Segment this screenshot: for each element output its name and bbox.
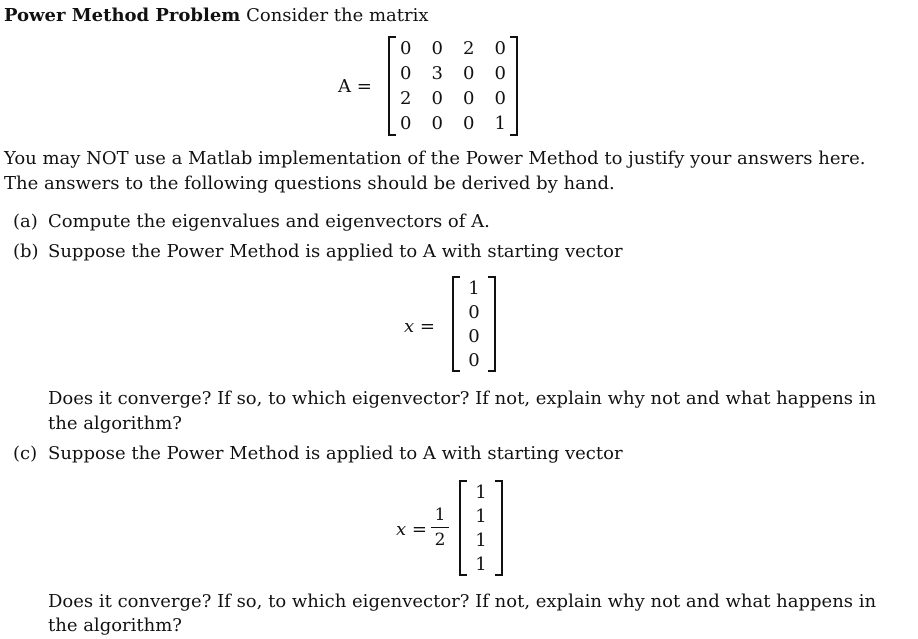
- part-a-label: (a): [13, 211, 38, 232]
- matrix-cell: 0: [400, 113, 412, 134]
- matrix-cell: 0: [431, 113, 443, 134]
- matrix-cell: 0: [431, 88, 443, 109]
- vector-cell: 1: [475, 553, 487, 575]
- vector-c-fraction: [431, 506, 449, 549]
- matrix-a-lhs: A =: [338, 76, 372, 97]
- part-c-text: Suppose the Power Method is applied to A with starting vector: [48, 443, 623, 464]
- vector-cell: 0: [468, 325, 480, 347]
- matrix-cell: 2: [463, 38, 475, 59]
- matrix-a-row: [390, 111, 516, 136]
- fraction-bar: [431, 527, 449, 528]
- vector-b: [452, 276, 496, 372]
- matrix-cell: 1: [494, 113, 506, 134]
- vector-c-block: [0, 478, 918, 578]
- intro-line: [4, 4, 429, 28]
- intro-text: Consider the matrix: [246, 5, 429, 26]
- instruction-line-2: The answers to the following questions should be derived by hand.: [4, 173, 615, 194]
- part-c-label: (c): [13, 443, 38, 464]
- matrix-cell: 3: [431, 63, 443, 84]
- part-b-text: Suppose the Power Method is applied to A with starting vector: [48, 241, 623, 262]
- fraction-denominator: 2: [434, 530, 446, 550]
- part-c-question-1: Does it converge? If so, to which eigenvector? If not, explain why not and what happens in: [48, 591, 877, 612]
- matrix-cell: 0: [463, 63, 475, 84]
- matrix-cell: 0: [463, 88, 475, 109]
- vector-cell: 1: [475, 529, 487, 551]
- matrix-cell: 0: [400, 38, 412, 59]
- vector-c-lhs: x =: [396, 519, 427, 540]
- vector-c: [459, 480, 503, 576]
- vector-b-lhs: x =: [404, 316, 435, 337]
- instruction-line-1: You may NOT use a Matlab implementation of the Power Method to justify your answers here.: [4, 148, 866, 169]
- vector-cell: 0: [468, 349, 480, 371]
- part-b-question-2: the algorithm?: [48, 413, 182, 434]
- matrix-cell: 0: [494, 38, 506, 59]
- matrix-cell: 0: [494, 88, 506, 109]
- vector-b-block: [0, 276, 918, 374]
- matrix-cell: 0: [494, 63, 506, 84]
- vector-cell: 1: [475, 481, 487, 503]
- matrix-a-row: [390, 61, 516, 86]
- part-b-question-1: Does it converge? If so, to which eigenvector? If not, explain why not and what happens in: [48, 388, 877, 409]
- part-c-question-2: the algorithm?: [48, 615, 182, 636]
- matrix-a-row: [390, 36, 516, 61]
- problem-title: Power Method Problem: [4, 5, 241, 26]
- vector-cell: 1: [468, 277, 480, 299]
- vector-cell: 0: [468, 301, 480, 323]
- fraction-numerator: 1: [434, 505, 446, 525]
- matrix-cell: 0: [463, 113, 475, 134]
- matrix-a-block: [0, 36, 918, 138]
- matrix-cell: 0: [431, 38, 443, 59]
- vector-cell: 1: [475, 505, 487, 527]
- matrix-cell: 2: [400, 88, 412, 109]
- matrix-cell: 0: [400, 63, 412, 84]
- part-b-label: (b): [13, 241, 39, 262]
- part-a-text: Compute the eigenvalues and eigenvectors of A.: [48, 211, 490, 232]
- matrix-a-row: [390, 86, 516, 111]
- matrix-a: [388, 36, 518, 136]
